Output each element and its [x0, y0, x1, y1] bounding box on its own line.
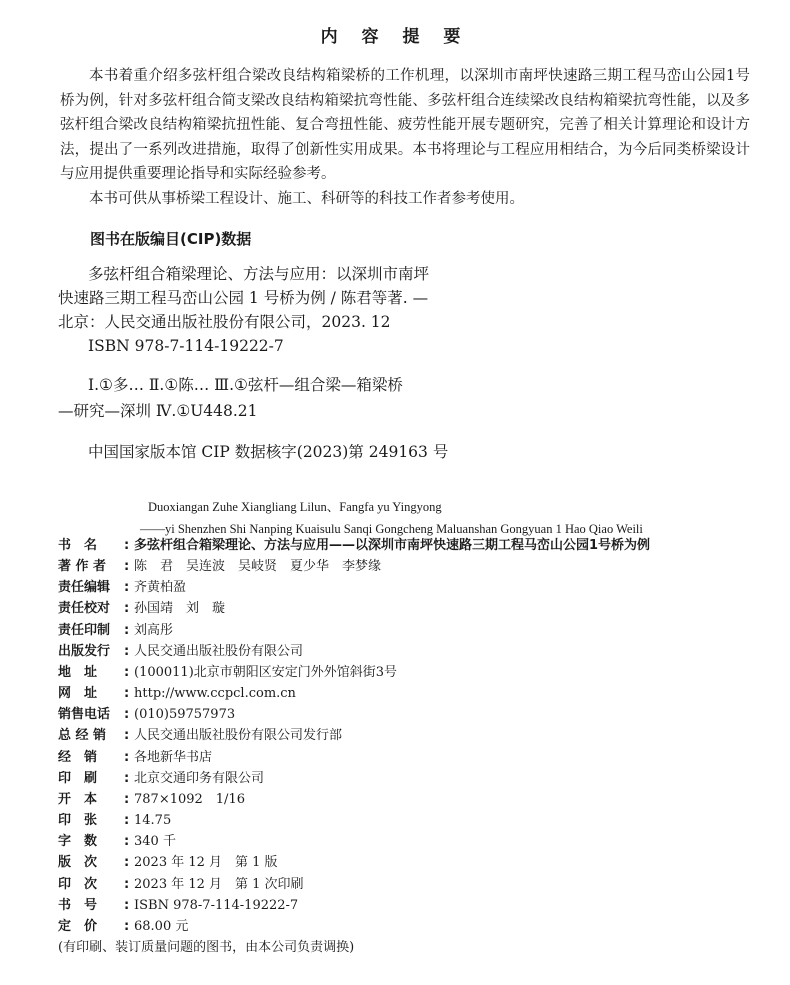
info-value: 2023 年 12 月 第 1 次印刷	[134, 876, 304, 892]
info-value: http://www.ccpcl.com.cn	[134, 686, 296, 702]
info-row: 责任印制 : 刘高彤	[58, 620, 778, 641]
info-value: 14.75	[134, 813, 172, 829]
info-label: 定 价	[58, 918, 98, 934]
info-label: 网 址	[58, 686, 98, 702]
cip-roman-2: —研究—深圳 Ⅳ.①U448.21	[58, 402, 258, 420]
info-label: 书 名	[58, 538, 98, 553]
cip-line-2: 快速路三期工程马峦山公园 1 号桥为例 / 陈君等著. —	[58, 289, 429, 307]
info-label: 书 号	[58, 897, 98, 913]
info-value: ISBN 978-7-114-19222-7	[134, 897, 299, 913]
info-row: 定 价 : 68.00 元	[58, 916, 778, 937]
info-value: 齐黄柏盈	[134, 580, 187, 596]
info-row: 著 作 者 : 陈 君 吴连波 吴岐贤 夏少华 李梦缘	[58, 556, 778, 577]
cip-roman-1: Ⅰ.①多… Ⅱ.①陈… Ⅲ.①弦杆—组合梁—箱梁桥	[88, 376, 403, 394]
info-row: 开 本 : 787×1092 1/16	[58, 789, 778, 810]
info-label: 字 数	[58, 834, 98, 850]
info-row: 印 张 : 14.75	[58, 810, 778, 831]
info-row: 书 号 : ISBN 978-7-114-19222-7	[58, 895, 778, 916]
info-value: 孙国靖 刘 璇	[134, 601, 226, 617]
info-label: 印 次	[58, 876, 98, 892]
info-row: 字 数 : 340 千	[58, 831, 778, 852]
info-row: 责任校对 : 孙国靖 刘 璇	[58, 598, 778, 619]
abstract	[60, 64, 750, 211]
cip-heading: 图书在版编目(CIP)数据	[90, 230, 252, 248]
info-row: 责任编辑 : 齐黄柏盈	[58, 577, 778, 598]
pinyin-title	[140, 496, 643, 540]
info-row: 版 次 : 2023 年 12 月 第 1 版	[58, 852, 778, 873]
abstract-paragraph-2: 本书可供从事桥梁工程设计、施工、科研等的科技工作者参考使用。	[89, 190, 524, 207]
info-label: 出版发行	[58, 643, 111, 659]
info-label: 销售电话	[58, 707, 111, 723]
page-title: 内 容 提 要	[320, 27, 470, 47]
info-value: (010)59757973	[134, 707, 236, 723]
publication-info	[58, 535, 778, 958]
info-value: 刘高彤	[134, 622, 174, 638]
info-value: 68.00 元	[134, 918, 189, 934]
info-row: 销售电话 : (010)59757973	[58, 704, 778, 725]
info-value: 人民交通出版社股份有限公司	[134, 643, 304, 659]
info-row: 印 刷 : 北京交通印务有限公司	[58, 768, 778, 789]
info-row: 出版发行 : 人民交通出版社股份有限公司	[58, 641, 778, 662]
info-value: 340 千	[134, 834, 176, 850]
cip-classification	[58, 372, 758, 424]
info-row: 地 址 : (100011)北京市朝阳区安定门外外馆斜街3号	[58, 662, 778, 683]
info-value: 787×1092 1/16	[134, 791, 245, 807]
info-value: (100011)北京市朝阳区安定门外外馆斜街3号	[134, 664, 398, 680]
info-label: 开 本	[58, 791, 98, 807]
cip-number: 中国国家版本馆 CIP 数据核字(2023)第 249163 号	[88, 443, 449, 461]
info-row: 印 次 : 2023 年 12 月 第 1 次印刷	[58, 874, 778, 895]
info-label: 经 销	[58, 749, 98, 765]
info-label: 印 张	[58, 813, 98, 829]
cip-record	[58, 262, 758, 358]
pinyin-line-2: ——yi Shenzhen Shi Nanping Kuaisulu Sanqi Gongcheng Maluanshan Gongyuan 1 Hao Qiao Weili	[140, 522, 643, 536]
info-label: 责任编辑	[58, 580, 111, 596]
info-label: 地 址	[58, 664, 98, 680]
info-label: 印 刷	[58, 770, 98, 786]
info-value: 陈 君 吴连波 吴岐贤 夏少华 李梦缘	[134, 559, 382, 575]
info-value: 北京交通印务有限公司	[134, 770, 265, 786]
info-row: 书 名 : 多弦杆组合箱梁理论、方法与应用——以深圳市南坪快速路三期工程马峦山公园1号桥为例	[58, 535, 778, 556]
info-row: 总 经 销 : 人民交通出版社股份有限公司发行部	[58, 725, 778, 746]
info-value: 人民交通出版社股份有限公司发行部	[134, 728, 343, 744]
cip-line-1: 多弦杆组合箱梁理论、方法与应用：以深圳市南坪	[88, 265, 430, 283]
info-value: 多弦杆组合箱梁理论、方法与应用——以深圳市南坪快速路三期工程马峦山公园1号桥为例	[134, 538, 651, 553]
info-row: 网 址 : http://www.ccpcl.com.cn	[58, 683, 778, 704]
info-value: 各地新华书店	[134, 749, 213, 765]
cip-line-3: 北京：人民交通出版社股份有限公司，2023. 12	[58, 313, 391, 331]
info-label: 责任校对	[58, 601, 111, 617]
info-label: 著 作 者	[58, 559, 107, 575]
info-row: 经 销 : 各地新华书店	[58, 747, 778, 768]
quality-note: (有印刷、装订质量问题的图书，由本公司负责调换)	[58, 939, 355, 955]
info-label: 责任印制	[58, 622, 111, 638]
cip-isbn: ISBN 978-7-114-19222-7	[88, 337, 284, 355]
abstract-paragraph-1: 本书着重介绍多弦杆组合梁改良结构箱梁桥的工作机理，以深圳市南坪快速路三期工程马峦山公园1号桥为例，针对多弦杆组合简支梁改良结构箱梁抗弯性能、多弦杆组合连续梁改良结构箱梁抗弯性能，以及多弦杆组合梁改良结构箱梁抗扭性能、复合弯扭性能、疲劳性能开展专题研究，完善了相关计算理论和设计方法，提出了一系列改进措施，取得了创新性实用成果。本书将理论与工程应用相结合，为今后同类桥梁设计与应用提供重要理论指导和实际经验参考。	[60, 68, 750, 182]
info-label: 版 次	[58, 855, 98, 871]
info-value: 2023 年 12 月 第 1 版	[134, 855, 278, 871]
pinyin-line-1: Duoxiangan Zuhe Xiangliang Lilun、Fangfa yu Yingyong	[148, 500, 442, 514]
info-label: 总 经 销	[58, 728, 107, 744]
